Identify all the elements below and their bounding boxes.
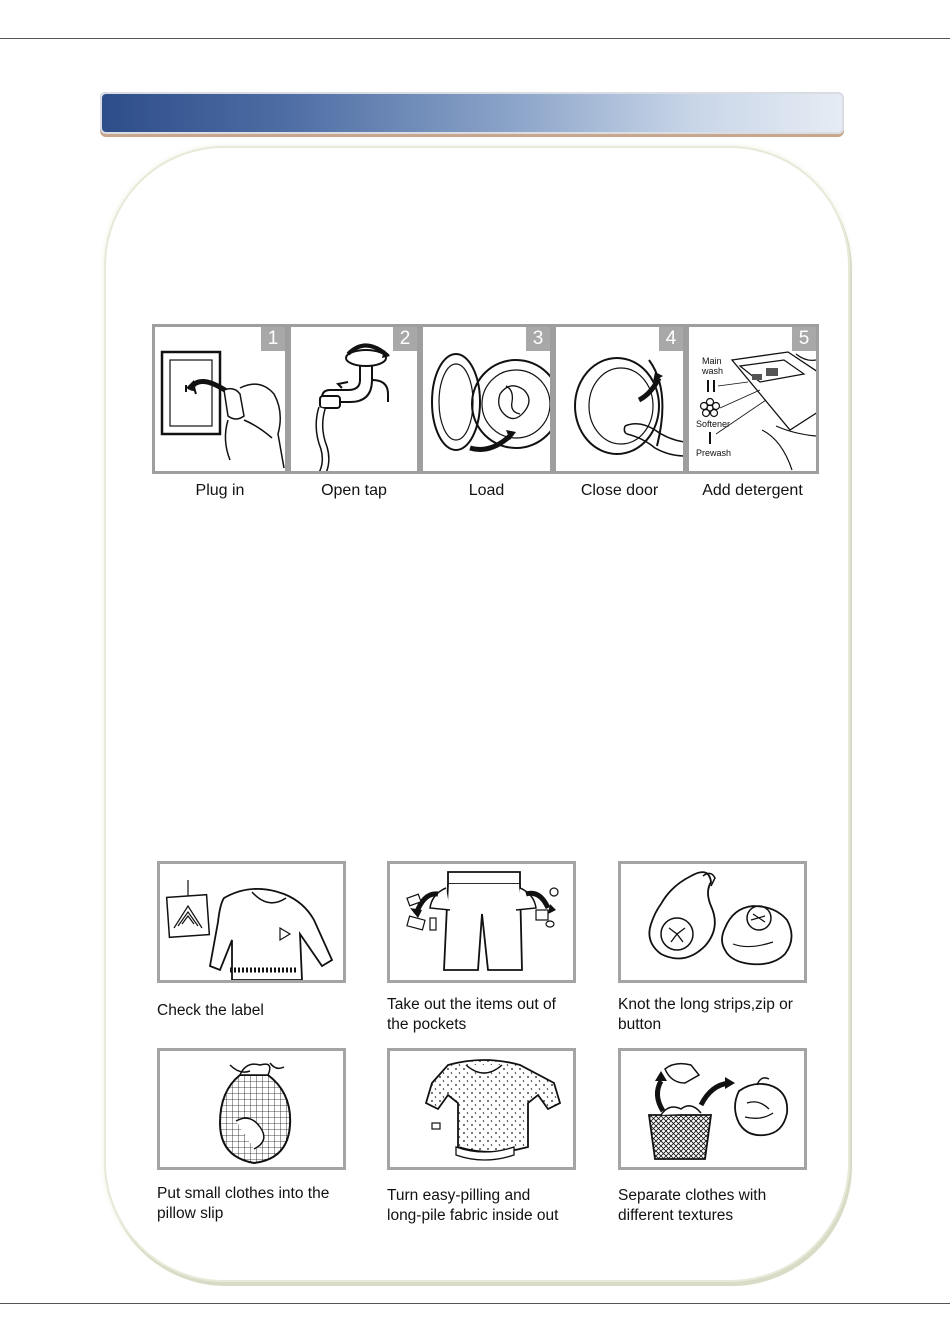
- step-frame: [420, 324, 553, 474]
- pockets-icon: [390, 864, 576, 983]
- separate-clothes-icon: [621, 1051, 807, 1170]
- step-label: Plug in: [195, 482, 245, 499]
- drawer-prewash-text: Prewash: [696, 448, 732, 458]
- drawer-softener-text: Softener: [696, 419, 731, 429]
- plug-icon: [158, 330, 288, 474]
- step-label: Add detergent: [702, 482, 803, 499]
- tip-caption-line: button: [618, 1016, 662, 1033]
- drawer-wash-text: wash: [702, 366, 724, 376]
- step-label: Close door: [580, 482, 659, 499]
- tip-frame: [618, 1048, 807, 1170]
- tip-caption-line: different textures: [618, 1207, 734, 1224]
- tip-caption-line: pillow slip: [157, 1205, 224, 1222]
- tip-frame: [157, 1048, 346, 1170]
- tip-caption-line: the pockets: [387, 1016, 467, 1033]
- step-frame: [553, 324, 686, 474]
- tip-caption: [387, 995, 617, 1035]
- sweater-label-icon: [160, 864, 346, 983]
- step-number: 3: [526, 327, 550, 351]
- load-drum-icon: [426, 330, 553, 474]
- tip-caption-line: Knot the long strips,zip or: [618, 996, 793, 1013]
- section-banner: [100, 92, 844, 134]
- close-door-icon: [559, 330, 686, 474]
- tip-frame: [387, 1048, 576, 1170]
- drawer-main-text: Main: [702, 356, 722, 366]
- tip-caption-line: long-pile fabric inside out: [387, 1207, 559, 1224]
- softener-flower-icon: [701, 399, 720, 417]
- tip-frame: [387, 861, 576, 983]
- top-rule: [0, 38, 950, 39]
- step-number: 4: [659, 327, 683, 351]
- tap-icon: [294, 330, 420, 474]
- tip-caption: [618, 1186, 848, 1226]
- tip-caption-line: Check the label: [157, 1002, 264, 1019]
- pillow-slip-icon: [160, 1051, 346, 1170]
- tip-caption-line: Take out the items out of: [387, 996, 556, 1013]
- step-label: Load: [468, 482, 505, 499]
- tip-caption-line: Put small clothes into the: [157, 1185, 330, 1202]
- tip-caption: [618, 995, 848, 1035]
- tip-caption-line: Turn easy-pilling and: [387, 1187, 531, 1204]
- bottom-rule: [0, 1303, 950, 1304]
- step-number: 1: [261, 327, 285, 351]
- tip-caption: [157, 1001, 387, 1021]
- step-frame: [288, 324, 420, 474]
- tip-frame: [618, 861, 807, 983]
- step-label: Open tap: [321, 482, 387, 499]
- step-number: 2: [393, 327, 417, 351]
- step-frame: [686, 324, 819, 474]
- step-number: 5: [792, 327, 816, 351]
- tip-caption-line: Separate clothes with: [618, 1187, 767, 1204]
- tip-frame: [157, 861, 346, 983]
- step-frame: [152, 324, 288, 474]
- knot-zip-icon: [621, 864, 807, 983]
- detergent-drawer-icon: [692, 330, 819, 474]
- inside-out-icon: [390, 1051, 576, 1170]
- tip-caption: [157, 1184, 387, 1224]
- tip-caption: [387, 1186, 617, 1226]
